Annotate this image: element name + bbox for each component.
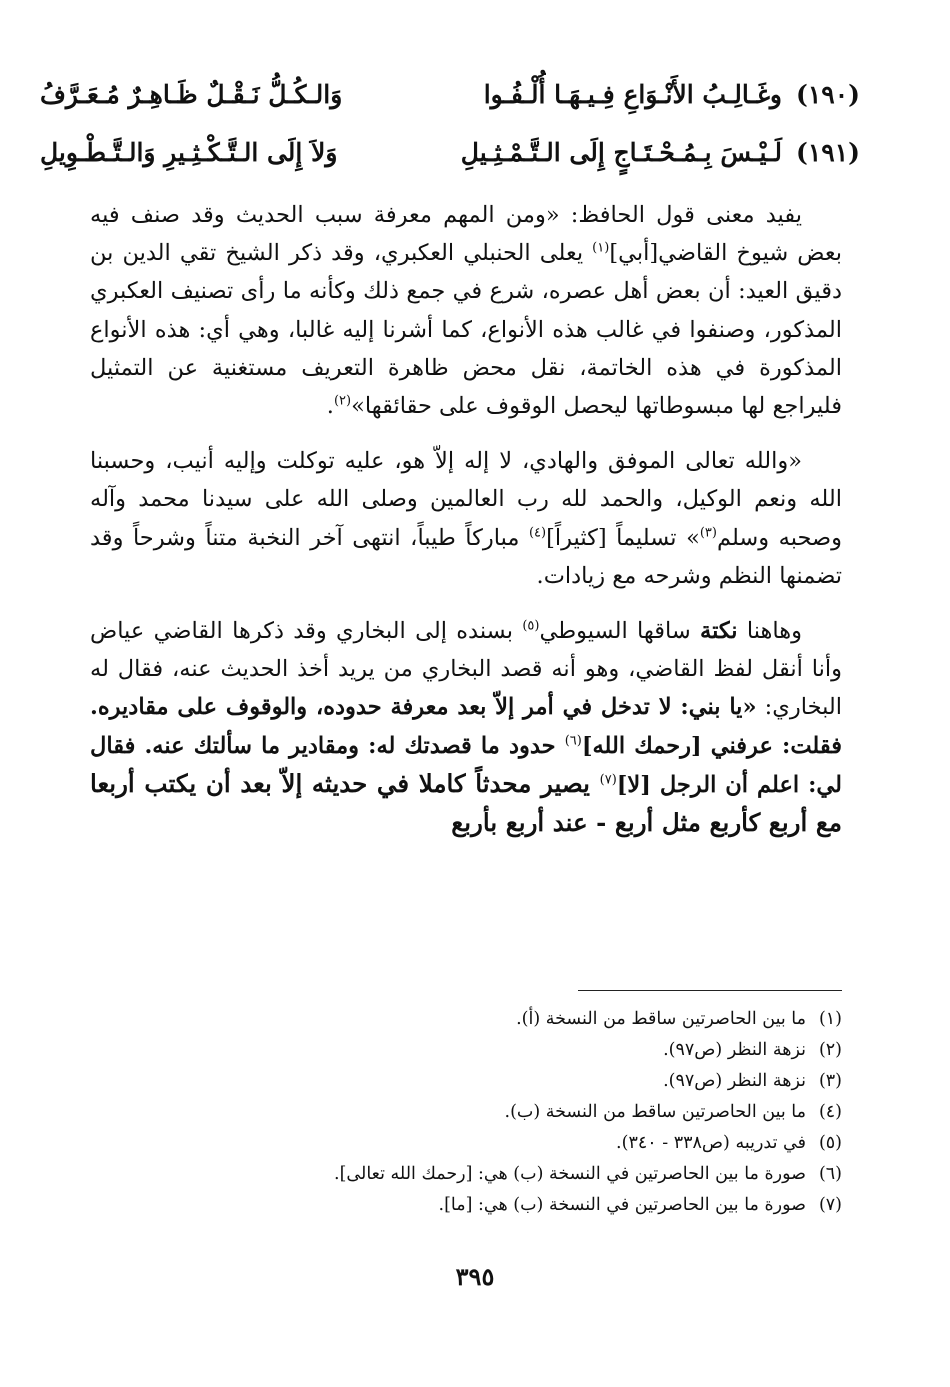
footnote-number: (٥) [818,1133,842,1153]
footnote [90,1128,842,1159]
text-run: . [326,393,334,420]
bold-run: يصير محدثاً كاملا في حديثه إلاّ بعد أن يكتب أربعا مع أربع كأربع مثل أربع - عند أربع بأربع [90,768,842,838]
body-text [90,196,842,860]
footnote-ref[interactable]: (٣) [699,525,717,541]
footnote-text: صورة ما بين الحاصرتين في النسخة (ب) هي: [ما]. [438,1195,806,1215]
page-number: ٣٩٥ [455,1262,495,1291]
footnote-divider [578,990,842,991]
verse-number: (١٩٠) [796,80,860,109]
footnote-text: ما بين الحاصرتين ساقط من النسخة (ب). [504,1102,806,1122]
footnote-ref[interactable]: (٤) [528,525,547,541]
verse-first-hemistich: وغَـالِـبُ الأَنْـوَاعِ فِـيـهَـا أُلْـفُـوا [483,80,782,109]
footnote [90,1190,842,1221]
footnote [90,1035,842,1066]
bold-run: نكتة [700,618,738,645]
verse-number: (١٩١) [796,138,860,167]
footnotes [90,1004,842,1221]
text-run: بسنده إلى البخاري وقد ذكرها القاضي عياض وأنا أنقل لفظ القاضي، وهو أنه قصد البخاري من يريد أخذ الحديث عنه، فقال له البخاري: [90,618,842,721]
verse-first-hemistich: لَـيْـسَ بِـمُـحْـتَـاجٍ إِلَى الـتَّـمْـثِـيلِ [460,138,782,167]
verse-second-hemistich: وَلاَ إِلَى الـتَّـكْـثِـيرِ وَالـتَّـطْـوِيلِ [40,138,338,167]
footnote [90,1066,842,1097]
text-run: «والله تعالى الموفق والهادي، لا إله إلاّ هو، عليه توكلت وإليه أنيب، وحسبنا الله ونعم الوكيل، والحمد لله رب العالمين وصلى الله على سيدنا محمد وآله وصحبه وسلم [90,448,842,551]
footnote-text: في تدريبه (ص٣٣٨ - ٣٤٠). [616,1133,806,1153]
paragraph-2 [90,442,842,595]
footnote-number: (١) [818,1009,842,1029]
footnote-number: (٦) [818,1164,842,1184]
paragraph-3 [90,612,842,843]
footnote-text: ما بين الحاصرتين ساقط من النسخة (أ). [516,1009,806,1029]
footnote-ref[interactable]: (٥) [522,618,540,634]
footnote-text: نزهة النظر (ص٩٧). [663,1040,806,1060]
footnote-number: (٧) [818,1195,842,1215]
text-run: يفيد معنى قول الحافظ: «ومن المهم معرفة سبب الحديث وقد صنف فيه بعض شيوخ القاضي[أبي] [90,202,842,267]
footnote-number: (٤) [818,1102,842,1122]
footnote-number: (٣) [818,1071,842,1091]
footnote-text: نزهة النظر (ص٩٧). [663,1071,806,1091]
text-run: » تسليماً [كثيراً] [546,524,700,551]
text-run: وهاهنا [737,618,802,645]
bold-run: «يا بني: لا تدخل في أمر إلاّ بعد معرفة حدوده، والوقوف على مقاديره. فقلت: عرفني [رحمك الله] [90,694,842,759]
verse-190 [40,80,860,138]
footnote-ref[interactable]: (٢) [333,393,352,409]
footnote-ref[interactable]: (٧) [599,772,617,788]
footnote-ref[interactable]: (١) [592,240,610,256]
poem-verses [40,80,860,196]
footnote-number: (٢) [818,1040,842,1060]
text-run: مباركاً طيباً، انتهى آخر النخبة متناً وشرحاً وقد تضمنها النظم وشرحه مع زيادات. [90,524,842,589]
footnote [90,1159,842,1190]
text-run: ساقها السيوطي [539,618,701,645]
footnote [90,1097,842,1128]
footnote-ref[interactable]: (٦) [564,733,582,749]
verse-second-hemistich: وَالـكُـلُّ نَـقْـلٌ ظَـاهِـرٌ مُـعَـرَّفُ [40,80,343,109]
verse-191 [40,138,860,196]
footnote [90,1004,842,1035]
bold-run: حدود ما قصدتك له: ومقادير ما سألتك عنه. فقال لي: اعلم أن الرجل [لا] [90,732,842,798]
footnote-text: صورة ما بين الحاصرتين في النسخة (ب) هي: [رحمك الله تعالى]. [334,1164,806,1184]
text-run: يعلى الحنبلي العكبري، وقد ذكر الشيخ تقي الدين بن دقيق العيد: أن بعض أهل عصره، شرع في جمع ذلك وكأنه ما رأى تصنيف العكبري المذكور، وصنفوا في غالب هذه الأنواع، كما أشرنا إليه غالبا، وهي أي: هذه الأنواع المذكورة في هذه الخاتمة، نقل محض ظاهرة التعريف مستغنية عن التمثيل فليراجع لها مبسوطاتها ليحصل الوقوف على حقائقها» [90,240,842,420]
paragraph-1 [90,196,842,425]
